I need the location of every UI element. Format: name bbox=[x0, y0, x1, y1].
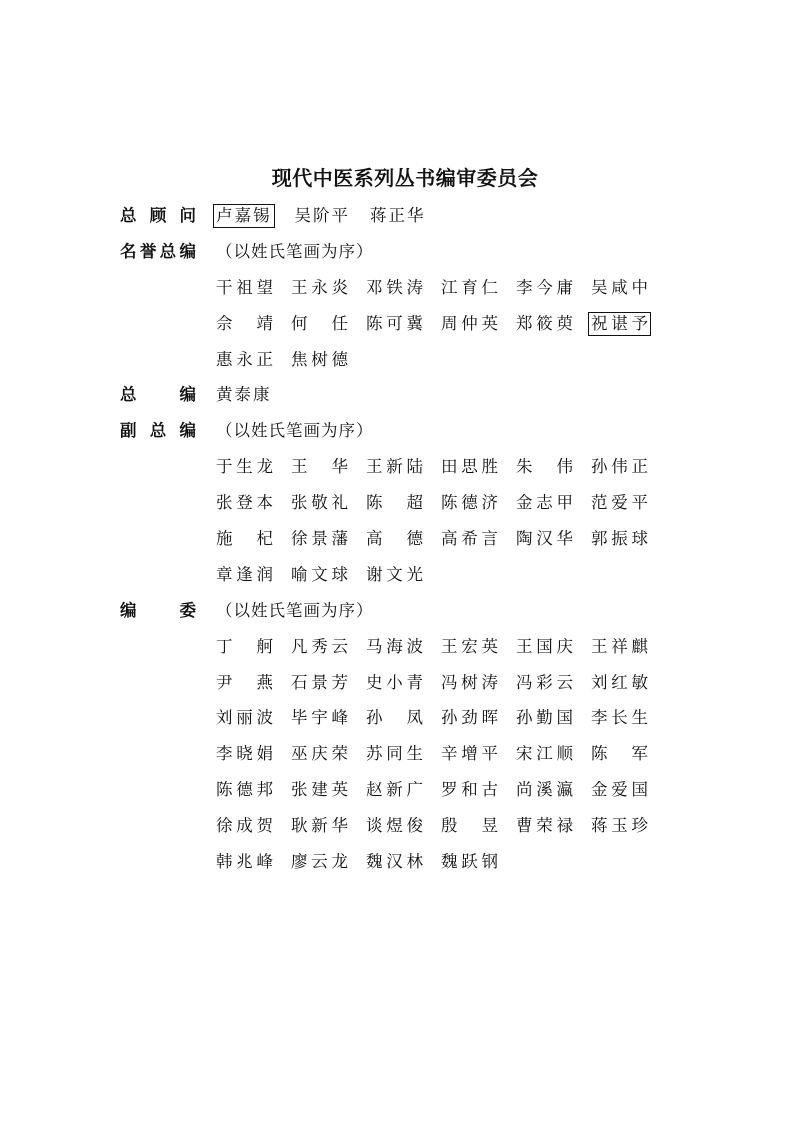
person-name: 于生龙 bbox=[216, 457, 273, 477]
person-name: 张敬礼 bbox=[291, 493, 348, 513]
section-header-line bbox=[120, 198, 680, 234]
person-name: 冯彩云 bbox=[516, 672, 573, 692]
section-label: 总编 bbox=[120, 385, 196, 405]
person-name: 王永炎 bbox=[291, 277, 348, 297]
person-name: 马海波 bbox=[366, 636, 423, 656]
section-label: 编委 bbox=[120, 600, 196, 620]
person-name: 陈 军 bbox=[591, 744, 648, 764]
section-header-line bbox=[120, 234, 680, 270]
person-name: 殷 昱 bbox=[441, 816, 498, 836]
names-row bbox=[120, 306, 680, 342]
section-label: 副总编 bbox=[120, 421, 196, 441]
person-name: 田思胜 bbox=[441, 457, 498, 477]
names-row bbox=[120, 808, 680, 844]
section-label: 名誉总编 bbox=[120, 241, 196, 261]
person-name: 陈可冀 bbox=[366, 313, 423, 333]
names-row bbox=[120, 270, 680, 306]
person-name: 高希言 bbox=[441, 528, 498, 548]
person-name: 凡秀云 bbox=[291, 636, 348, 656]
ordering-note: （以姓氏笔画为序） bbox=[216, 600, 374, 620]
person-name: 金志甲 bbox=[516, 493, 573, 513]
person-name: 耿新华 bbox=[291, 816, 348, 836]
person-name: 张建英 bbox=[291, 780, 348, 800]
person-name: 陈德邦 bbox=[216, 780, 273, 800]
person-name: 魏跃钢 bbox=[441, 851, 498, 871]
person-name: 毕宇峰 bbox=[291, 708, 348, 728]
person-name: 曹荣禄 bbox=[516, 816, 573, 836]
person-name: 吴咸中 bbox=[591, 277, 648, 297]
person-name: 郑筱萸 bbox=[516, 313, 573, 333]
person-name: 干祖望 bbox=[216, 277, 273, 297]
person-name: 高 德 bbox=[366, 528, 423, 548]
person-name: 焦树德 bbox=[291, 349, 348, 369]
person-name: 江育仁 bbox=[441, 277, 498, 297]
names-row bbox=[120, 700, 680, 736]
person-name: 喻文球 bbox=[291, 564, 348, 584]
names-row bbox=[120, 449, 680, 485]
person-name: 刘丽波 bbox=[216, 708, 273, 728]
person-name: 孙勤国 bbox=[516, 708, 573, 728]
person-name: 尹 燕 bbox=[216, 672, 273, 692]
person-name: 徐成贺 bbox=[216, 816, 273, 836]
person-name: 周仲英 bbox=[441, 313, 498, 333]
person-name: 巫庆荣 bbox=[291, 744, 348, 764]
person-name: 谈煜俊 bbox=[366, 816, 423, 836]
names-row bbox=[120, 521, 680, 557]
section-label: 总顾问 bbox=[120, 206, 196, 225]
person-name: 陈 超 bbox=[366, 493, 423, 513]
person-name: 邓铁涛 bbox=[366, 277, 423, 297]
person-name: 孙劲晖 bbox=[441, 708, 498, 728]
person-name: 韩兆峰 bbox=[216, 851, 273, 871]
names-row bbox=[120, 844, 680, 880]
section-header-line bbox=[120, 377, 680, 413]
person-name: 吴阶平 bbox=[294, 205, 350, 225]
person-name: 王 华 bbox=[291, 457, 348, 477]
person-name: 蒋玉珍 bbox=[591, 816, 648, 836]
person-name: 卢嘉锡 bbox=[213, 204, 275, 228]
page-title: 现代中医系列丛书编审委员会 bbox=[271, 166, 539, 190]
person-name: 王宏英 bbox=[441, 636, 498, 656]
person-name: 石景芳 bbox=[291, 672, 348, 692]
person-name: 郭振球 bbox=[591, 528, 648, 548]
person-name: 辛增平 bbox=[441, 744, 498, 764]
person-name: 王祥麒 bbox=[591, 636, 648, 656]
person-name: 罗和古 bbox=[441, 780, 498, 800]
person-name: 施 杞 bbox=[216, 528, 273, 548]
names-row bbox=[120, 736, 680, 772]
person-name: 王国庆 bbox=[516, 636, 573, 656]
person-name: 王新陆 bbox=[366, 457, 423, 477]
person-name: 宋江顺 bbox=[516, 744, 573, 764]
person-name: 佘 靖 bbox=[216, 313, 273, 333]
ordering-note: （以姓氏笔画为序） bbox=[216, 421, 374, 441]
person-name: 孙伟正 bbox=[591, 457, 648, 477]
person-name: 张登本 bbox=[216, 493, 273, 513]
person-name: 金爱国 bbox=[591, 780, 648, 800]
person-name: 何 任 bbox=[291, 313, 348, 333]
person-name: 尚溪瀛 bbox=[516, 780, 573, 800]
person-name: 苏同生 bbox=[366, 744, 423, 764]
person-name: 孙 凤 bbox=[366, 708, 423, 728]
person-name: 廖云龙 bbox=[291, 851, 348, 871]
person-name: 李长生 bbox=[591, 708, 648, 728]
person-name: 魏汉林 bbox=[366, 851, 423, 871]
names-row bbox=[120, 772, 680, 808]
names-row bbox=[120, 557, 680, 593]
person-name: 史小青 bbox=[366, 672, 423, 692]
person-name: 徐景藩 bbox=[291, 528, 348, 548]
names-row bbox=[120, 665, 680, 701]
person-name: 祝谌予 bbox=[588, 312, 651, 336]
person-name: 陶汉华 bbox=[516, 528, 573, 548]
names-row bbox=[120, 629, 680, 665]
names-row bbox=[120, 485, 680, 521]
person-name: 朱 伟 bbox=[516, 457, 573, 477]
section-header-line bbox=[120, 593, 680, 629]
person-name: 丁 舸 bbox=[216, 636, 273, 656]
person-name: 惠永正 bbox=[216, 349, 273, 369]
committee-list bbox=[120, 198, 680, 880]
person-name: 黄泰康 bbox=[216, 385, 272, 405]
person-name: 冯树涛 bbox=[441, 672, 498, 692]
person-name: 范爱平 bbox=[591, 493, 648, 513]
person-name: 李今庸 bbox=[516, 277, 573, 297]
person-name: 刘红敏 bbox=[591, 672, 648, 692]
person-name: 蒋正华 bbox=[370, 205, 426, 225]
person-name: 陈德济 bbox=[441, 493, 498, 513]
person-name: 李晓娟 bbox=[216, 744, 273, 764]
section-header-line bbox=[120, 413, 680, 449]
person-name: 赵新广 bbox=[366, 780, 423, 800]
ordering-note: （以姓氏笔画为序） bbox=[216, 241, 374, 261]
person-name: 谢文光 bbox=[366, 564, 423, 584]
person-name: 章逢润 bbox=[216, 564, 273, 584]
names-row bbox=[120, 342, 680, 378]
